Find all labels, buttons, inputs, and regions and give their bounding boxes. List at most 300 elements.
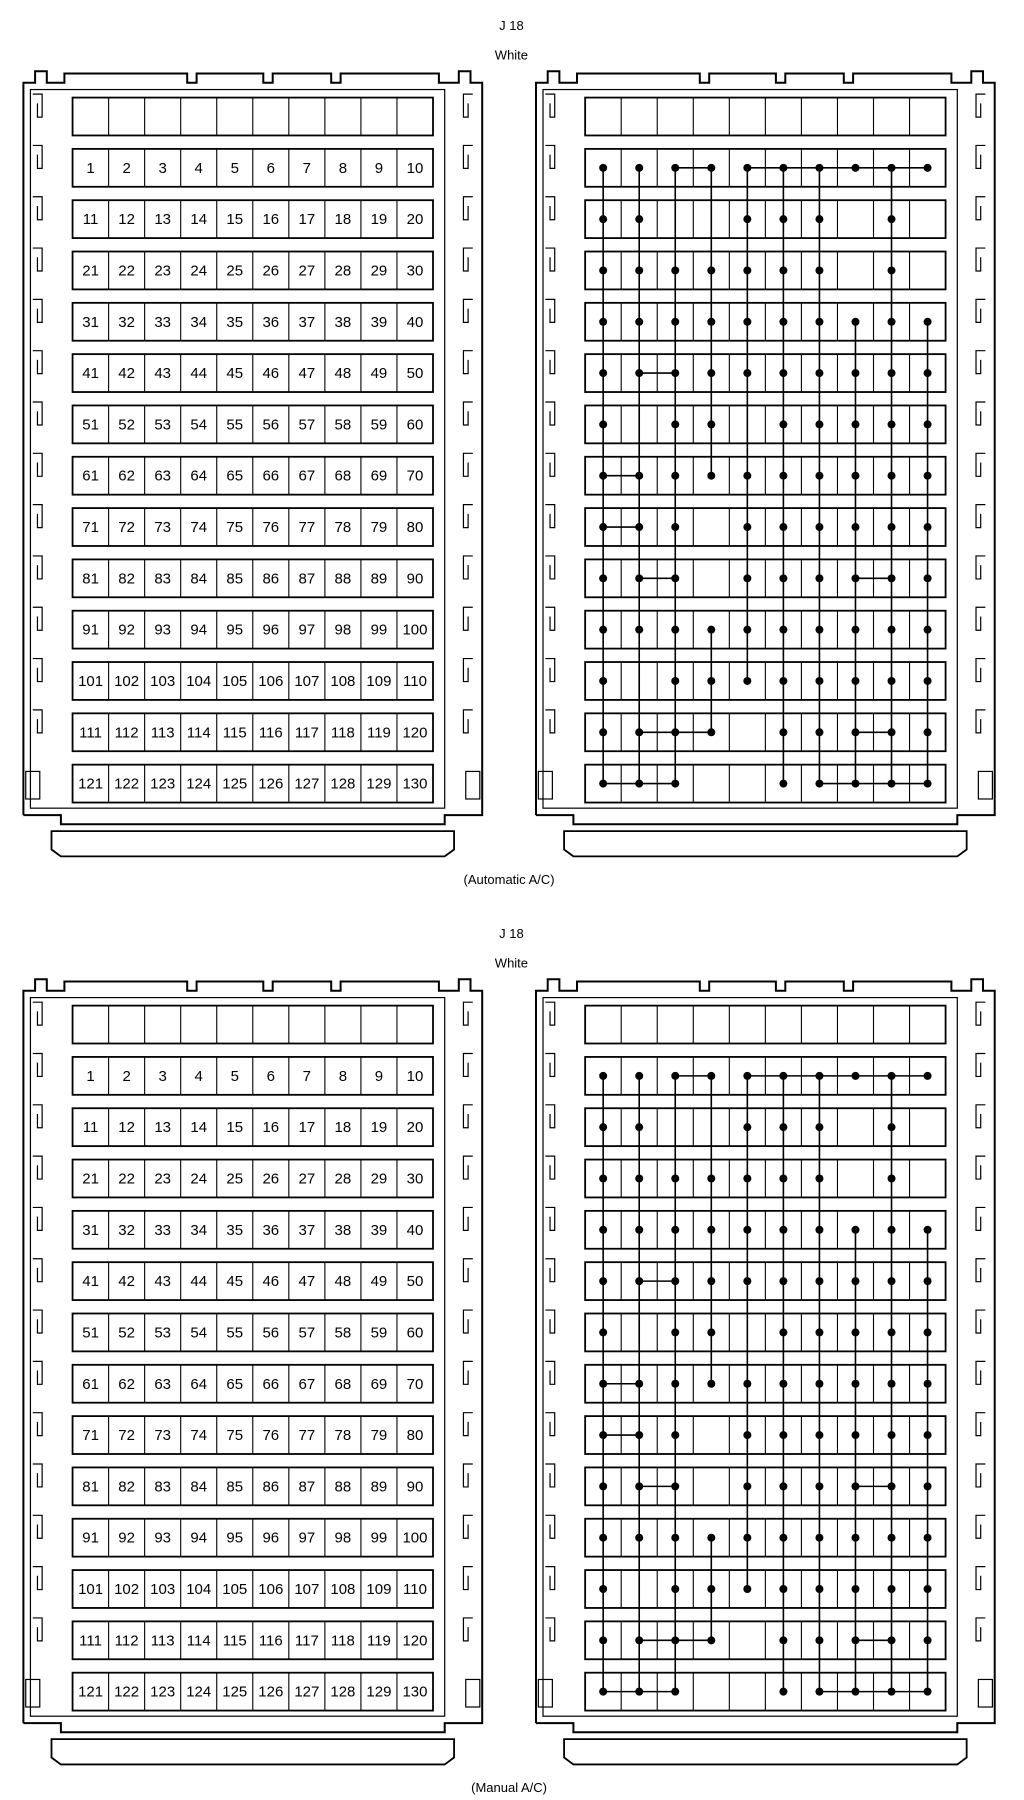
pin-number-view	[23, 71, 482, 856]
terminal-dot	[815, 164, 823, 172]
pin-number: 94	[190, 1529, 208, 1547]
terminal-dot	[635, 523, 643, 531]
pin-number: 33	[154, 1221, 172, 1239]
terminal-dot	[779, 1534, 787, 1542]
terminal-dot	[924, 1688, 932, 1696]
terminal-dot	[924, 780, 932, 788]
pin-number: 111	[79, 1632, 102, 1650]
terminal-dot	[851, 574, 859, 582]
lock-tooth	[545, 453, 554, 476]
pin-number: 22	[118, 262, 135, 280]
terminal-dot	[851, 1226, 859, 1234]
lock-tooth	[463, 1464, 472, 1487]
pin-number: 2	[122, 1067, 131, 1085]
pin-number: 97	[298, 621, 316, 639]
pin-number: 127	[294, 1683, 320, 1701]
pin-number: 54	[190, 1324, 208, 1342]
pin-number: 88	[334, 1478, 352, 1496]
pin-number: 48	[334, 365, 352, 383]
lock-tooth	[33, 1618, 42, 1641]
lock-tooth	[545, 556, 554, 579]
terminal-dot	[599, 420, 607, 428]
pin-number: 57	[298, 1324, 316, 1342]
terminal-dot	[671, 1585, 679, 1593]
terminal-dot	[599, 1688, 607, 1696]
pin-number: 81	[82, 1478, 99, 1496]
terminal-dot	[924, 1636, 932, 1644]
pin-number: 87	[298, 570, 316, 588]
terminal-dot	[815, 1482, 823, 1490]
terminal-dot	[815, 369, 823, 377]
lock-tooth	[545, 1413, 554, 1436]
pin-number: 92	[118, 1529, 135, 1547]
terminal-dot	[815, 1123, 823, 1131]
pin-number: 112	[114, 1632, 139, 1650]
pin-number: 64	[190, 1375, 208, 1393]
pin-number: 12	[118, 1119, 135, 1137]
terminal-dot	[671, 574, 679, 582]
lock-tooth	[545, 351, 554, 374]
pin-number: 27	[298, 262, 316, 280]
terminal-dot	[599, 1174, 607, 1182]
terminal-dot	[671, 1688, 679, 1696]
lock-tooth	[545, 402, 554, 425]
terminal-dot	[599, 728, 607, 736]
pin-number: 1	[86, 1067, 95, 1085]
pin-number: 61	[82, 467, 99, 485]
lock-tooth	[545, 1002, 554, 1025]
lock-tooth	[463, 1310, 472, 1333]
terminal-dot	[671, 1636, 679, 1644]
lock-tooth	[463, 710, 472, 733]
pin-number: 83	[154, 1478, 172, 1496]
pin-number: 79	[370, 519, 388, 537]
terminal-dot	[671, 728, 679, 736]
pin-number: 75	[226, 1427, 244, 1445]
lock-tooth	[463, 1105, 472, 1128]
terminal-dot	[599, 215, 607, 223]
terminal-dot	[707, 1636, 715, 1644]
terminal-dot	[599, 1277, 607, 1285]
pin-number: 60	[406, 1324, 424, 1342]
terminal-dot	[743, 626, 751, 634]
pin-number: 53	[154, 1324, 172, 1342]
pin-number: 6	[266, 159, 275, 177]
terminal-dot	[707, 1380, 715, 1388]
section-caption: (Manual A/C)	[471, 1779, 548, 1795]
connector-color: White	[494, 47, 529, 63]
pin-number: 73	[154, 519, 172, 537]
lock-tooth	[33, 1361, 42, 1384]
terminal-dot	[779, 1328, 787, 1336]
terminal-dot	[599, 780, 607, 788]
pin-number: 28	[334, 262, 352, 280]
lock-tooth	[463, 351, 472, 374]
lock-tooth	[976, 556, 985, 579]
pin-number: 47	[298, 1273, 316, 1291]
connector-color: White	[494, 955, 529, 971]
pin-number: 84	[190, 570, 208, 588]
terminal-view	[536, 71, 995, 856]
pin-number: 76	[262, 519, 280, 537]
terminal-dot	[707, 728, 715, 736]
pin-number: 61	[82, 1375, 99, 1393]
pin-number: 52	[118, 416, 135, 434]
pin-number: 25	[226, 262, 244, 280]
lock-tooth	[976, 710, 985, 733]
terminal-dot	[924, 728, 932, 736]
connector-id: J 18	[499, 925, 524, 941]
terminal-dot	[599, 1226, 607, 1234]
terminal-dot	[815, 472, 823, 480]
pin-number: 50	[406, 1273, 424, 1291]
terminal-dot	[888, 1585, 896, 1593]
terminal-dot	[888, 1277, 896, 1285]
pin-number: 86	[262, 1478, 280, 1496]
terminal-dot	[888, 472, 896, 480]
connector-section-automatic	[23, 18, 994, 887]
pin-number: 90	[406, 570, 424, 588]
pin-number: 29	[370, 262, 388, 280]
terminal-dot	[599, 266, 607, 274]
pin-number: 38	[334, 313, 352, 331]
terminal-dot	[671, 1072, 679, 1080]
pin-number: 41	[82, 1273, 99, 1291]
lock-tooth	[463, 1002, 472, 1025]
pin-number: 125	[222, 1683, 248, 1701]
terminal-dot	[924, 523, 932, 531]
lock-tooth	[976, 197, 985, 220]
terminal-dot	[599, 574, 607, 582]
corner-key-left	[26, 1679, 40, 1707]
terminal-dot	[635, 1688, 643, 1696]
connector-latch-tab	[51, 831, 454, 856]
lock-tooth	[463, 1515, 472, 1538]
lock-tooth	[463, 556, 472, 579]
lock-tooth	[33, 402, 42, 425]
pin-number: 39	[370, 1221, 388, 1239]
terminal-dot	[743, 164, 751, 172]
terminal-dot	[671, 164, 679, 172]
pin-number: 115	[222, 1632, 247, 1650]
pin-number: 68	[334, 1375, 352, 1393]
lock-tooth	[976, 145, 985, 168]
terminal-dot	[599, 1585, 607, 1593]
pin-number: 101	[78, 672, 104, 690]
pin-number: 114	[186, 1632, 211, 1650]
terminal-dot	[599, 626, 607, 634]
terminal-dot	[888, 1123, 896, 1131]
pin-number: 80	[406, 519, 424, 537]
terminal-dot	[888, 369, 896, 377]
pin-number: 16	[262, 1119, 280, 1137]
terminal-dot	[671, 1174, 679, 1182]
pin-number: 36	[262, 313, 280, 331]
terminal-dot	[851, 1380, 859, 1388]
terminal-dot	[779, 1482, 787, 1490]
pin-number: 72	[118, 519, 135, 537]
pin-number: 125	[222, 775, 248, 793]
pin-number: 26	[262, 262, 280, 280]
terminal-dot	[779, 1636, 787, 1644]
terminal-dot	[851, 472, 859, 480]
terminal-dot	[924, 1328, 932, 1336]
terminal-dot	[671, 677, 679, 685]
terminal-dot	[635, 318, 643, 326]
lock-tooth	[33, 1567, 42, 1590]
lock-tooth	[33, 1002, 42, 1025]
pin-number: 45	[226, 1273, 244, 1291]
pin-number: 128	[330, 775, 356, 793]
terminal-dot	[635, 1534, 643, 1542]
terminal-dot	[851, 626, 859, 634]
terminal-dot	[743, 369, 751, 377]
pin-number: 123	[150, 1683, 176, 1701]
terminal-dot	[815, 215, 823, 223]
terminal-dot	[815, 1585, 823, 1593]
pin-number: 63	[154, 467, 172, 485]
lock-tooth	[463, 1156, 472, 1179]
lock-tooth	[33, 145, 42, 168]
section-caption: (Automatic A/C)	[463, 871, 555, 887]
pin-number: 103	[150, 1581, 176, 1599]
pin-number: 20	[406, 1119, 424, 1137]
terminal-dot	[707, 1277, 715, 1285]
terminal-dot	[815, 780, 823, 788]
pin-number: 65	[226, 467, 244, 485]
terminal-dot	[779, 1277, 787, 1285]
lock-tooth	[976, 1053, 985, 1076]
terminal-dot	[743, 1585, 751, 1593]
pin-number: 4	[194, 1067, 203, 1085]
pin-number: 57	[298, 416, 316, 434]
terminal-dot	[635, 1072, 643, 1080]
terminal-dot	[635, 780, 643, 788]
terminal-dot	[707, 420, 715, 428]
terminal-dot	[779, 215, 787, 223]
lock-tooth	[976, 351, 985, 374]
terminal-dot	[888, 1636, 896, 1644]
pin-number: 76	[262, 1427, 280, 1445]
pin-number: 107	[294, 1581, 320, 1599]
lock-tooth	[33, 505, 42, 528]
lock-tooth	[545, 1156, 554, 1179]
pin-number: 117	[294, 724, 319, 742]
pin-number: 74	[190, 519, 208, 537]
pin-number: 40	[406, 1221, 424, 1239]
terminal-dot	[671, 369, 679, 377]
pin-number: 129	[366, 1683, 392, 1701]
pin-number: 94	[190, 621, 208, 639]
pin-number: 130	[402, 1683, 428, 1701]
pin-number: 96	[262, 621, 280, 639]
pin-number: 55	[226, 416, 244, 434]
terminal-dot	[851, 1072, 859, 1080]
pin-number: 29	[370, 1170, 388, 1188]
terminal-dot	[599, 472, 607, 480]
terminal-dot	[707, 164, 715, 172]
pin-number: 129	[366, 775, 392, 793]
lock-tooth	[33, 1207, 42, 1230]
pin-number: 77	[298, 1427, 316, 1445]
terminal-dot	[707, 1226, 715, 1234]
pin-number: 89	[370, 570, 388, 588]
pin-number: 122	[114, 1683, 140, 1701]
pin-number: 52	[118, 1324, 135, 1342]
terminal-dot	[924, 626, 932, 634]
pin-number: 14	[190, 211, 208, 229]
lock-tooth	[463, 505, 472, 528]
pin-number: 115	[222, 724, 247, 742]
terminal-dot	[779, 420, 787, 428]
pin-number: 37	[298, 313, 316, 331]
pin-number: 77	[298, 519, 316, 537]
pin-number: 121	[78, 1683, 104, 1701]
pin-number: 119	[366, 1632, 391, 1650]
pin-number: 106	[258, 672, 284, 690]
terminal-dot	[635, 369, 643, 377]
lock-tooth	[976, 1361, 985, 1384]
terminal-dot	[671, 523, 679, 531]
pin-number: 59	[370, 1324, 388, 1342]
pin-number: 109	[366, 1581, 392, 1599]
lock-tooth	[33, 1515, 42, 1538]
pin-number: 16	[262, 211, 280, 229]
terminal-dot	[888, 164, 896, 172]
terminal-dot	[779, 1585, 787, 1593]
lock-tooth	[33, 1105, 42, 1128]
terminal-dot	[851, 1328, 859, 1336]
pin-number: 12	[118, 211, 135, 229]
terminal-dot	[815, 1534, 823, 1542]
terminal-dot	[779, 1174, 787, 1182]
lock-tooth	[33, 299, 42, 322]
pin-number: 42	[118, 365, 135, 383]
lock-tooth	[545, 1259, 554, 1282]
terminal-dot	[815, 626, 823, 634]
pin-number: 47	[298, 365, 316, 383]
pin-number: 18	[334, 211, 352, 229]
lock-tooth	[463, 453, 472, 476]
pin-number: 46	[262, 365, 280, 383]
terminal-dot	[599, 1482, 607, 1490]
terminal-dot	[851, 1534, 859, 1542]
pin-number: 11	[82, 1119, 99, 1137]
terminal-dot	[815, 318, 823, 326]
pin-number: 105	[222, 672, 248, 690]
terminal-dot	[743, 215, 751, 223]
pin-number: 17	[298, 1119, 316, 1137]
corner-key-left	[538, 1679, 552, 1707]
lock-tooth	[976, 94, 985, 117]
pin-number: 36	[262, 1221, 280, 1239]
lock-tooth	[545, 197, 554, 220]
pin-number: 91	[82, 1529, 99, 1547]
lock-tooth	[463, 1413, 472, 1436]
terminal-dot	[924, 1380, 932, 1388]
lock-tooth	[976, 248, 985, 271]
pin-number: 74	[190, 1427, 208, 1445]
terminal-dot	[635, 728, 643, 736]
lock-tooth	[545, 1105, 554, 1128]
terminal-dot	[851, 318, 859, 326]
terminal-dot	[815, 523, 823, 531]
pin-number: 111	[79, 724, 102, 742]
lock-tooth	[33, 1464, 42, 1487]
pin-number: 109	[366, 672, 392, 690]
terminal-dot	[888, 1534, 896, 1542]
pin-number: 100	[402, 1529, 428, 1547]
pin-number: 99	[370, 1529, 388, 1547]
corner-key-left	[538, 771, 552, 799]
terminal-dot	[924, 1277, 932, 1285]
pin-number: 101	[78, 1581, 104, 1599]
terminal-dot	[671, 626, 679, 634]
pin-number: 67	[298, 467, 316, 485]
pin-number: 43	[154, 365, 172, 383]
terminal-dot	[779, 1123, 787, 1131]
pin-number: 85	[226, 570, 244, 588]
lock-tooth	[463, 1207, 472, 1230]
terminal-dot	[707, 1072, 715, 1080]
pin-number: 104	[186, 1581, 212, 1599]
terminal-dot	[851, 420, 859, 428]
terminal-dot	[924, 1226, 932, 1234]
terminal-dot	[635, 1431, 643, 1439]
pin-number-view	[23, 979, 482, 1764]
terminal-dot	[599, 369, 607, 377]
lock-tooth	[33, 453, 42, 476]
connector-section-manual	[23, 926, 994, 1795]
terminal-dot	[635, 472, 643, 480]
terminal-dot	[779, 780, 787, 788]
terminal-dot	[815, 1226, 823, 1234]
pin-number: 98	[334, 1529, 352, 1547]
corner-key-right	[978, 771, 992, 799]
terminal-dot	[599, 677, 607, 685]
terminal-dot	[671, 780, 679, 788]
pin-number: 117	[294, 1632, 319, 1650]
terminal-dot	[743, 523, 751, 531]
pin-number: 82	[118, 1478, 135, 1496]
lock-tooth	[33, 1310, 42, 1333]
terminal-dot	[599, 1636, 607, 1644]
pin-number: 86	[262, 570, 280, 588]
pin-number: 54	[190, 416, 208, 434]
terminal-dot	[851, 1277, 859, 1285]
terminal-dot	[599, 1328, 607, 1336]
pin-number: 9	[374, 159, 384, 177]
lock-tooth	[545, 1618, 554, 1641]
terminal-dot	[851, 1431, 859, 1439]
pin-number: 108	[330, 672, 356, 690]
terminal-dot	[851, 780, 859, 788]
pin-number: 93	[154, 1529, 172, 1547]
lock-tooth	[33, 1259, 42, 1282]
pin-number: 81	[82, 570, 99, 588]
pin-number: 43	[154, 1273, 172, 1291]
pin-number: 98	[334, 621, 352, 639]
lock-tooth	[463, 1361, 472, 1384]
terminal-dot	[851, 1636, 859, 1644]
lock-tooth	[33, 607, 42, 630]
lock-tooth	[33, 248, 42, 271]
connector-latch-tab	[564, 1739, 967, 1764]
lock-tooth	[976, 659, 985, 682]
terminal-dot	[671, 1431, 679, 1439]
terminal-dot	[815, 574, 823, 582]
terminal-dot	[888, 1380, 896, 1388]
